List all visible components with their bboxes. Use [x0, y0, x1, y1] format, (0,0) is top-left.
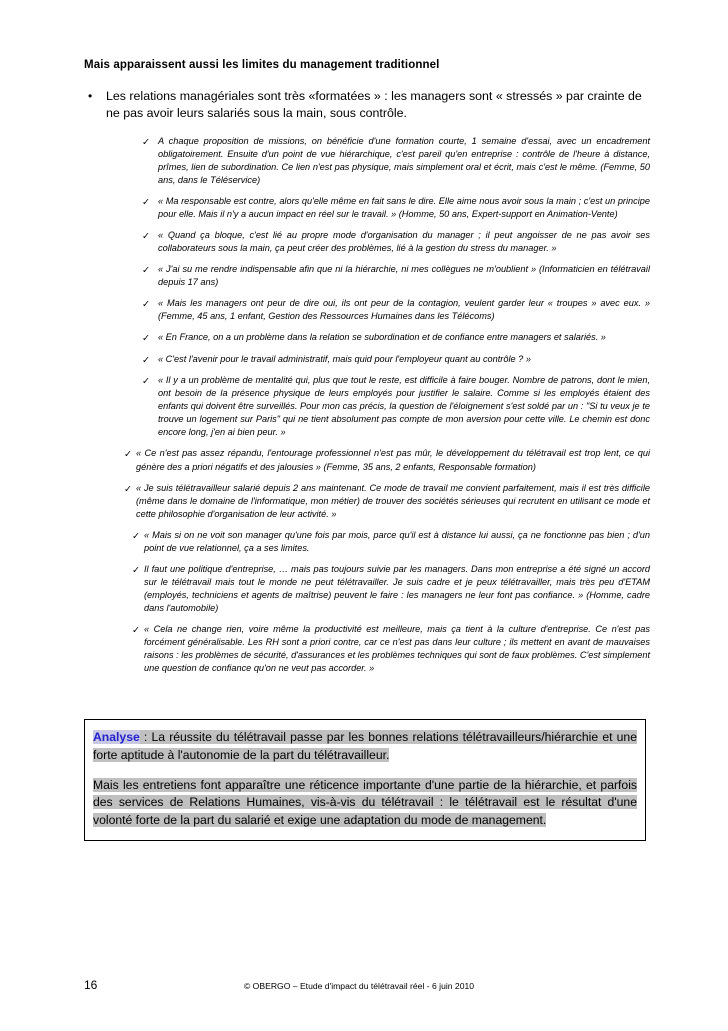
analyse-callout-box — [84, 719, 646, 841]
check-icon: ✓ — [124, 448, 132, 460]
page-content — [84, 58, 650, 683]
quote-text: « Cela ne change rien, voire même la productivité est meilleure, mais ça tient à la culture d'entreprise. Ce n'est pas forcément généralisable. Les RH sont a priori contre, car ce n'est pas dans leur culture ; ils mettent en avant de mauvaises raisons : les problèmes de sécurité, d'assurances et les problèmes techniques qui sont de faux problèmes. C'est simplement une question de confiance qu'on ne veut pas accorder. » — [144, 624, 651, 674]
list-item — [84, 563, 650, 615]
check-icon: ✓ — [132, 563, 140, 575]
footer-copyright-note: © OBERGO – Etude d'impact du télétravail réel - 6 juin 2010 — [243, 981, 475, 991]
quote-text: « Mais si on ne voit son manager qu'une fois par mois, parce qu'il est à distance lui aussi, ça ne fonctionne pas bien ; d'un point de vue relationnel, ça a ses limites. — [144, 529, 650, 553]
page-number: 16 — [84, 978, 98, 992]
quote-text: « C'est l'avenir pour le travail administratif, mais quid pour l'employeur quant au contrôle ? » — [158, 353, 531, 364]
check-icon: ✓ — [142, 332, 150, 344]
quote-text: « Je suis télétravailleur salarié depuis 2 ans maintenant. Ce mode de travail me convient parfaitement, mais il est très difficile (même dans le domaine de l'informatique, mon métier) de trouver des sociétés sérieuses qui recrutent en utilisant ce mode et cette philosophie d'organisation de leur activité. » — [136, 482, 650, 519]
list-item — [84, 529, 650, 555]
analyse-paragraph-1-text: : La réussite du télétravail passe par les bonnes relations télétravailleurs/hiérarchie et une forte aptitude à l'autonomie de la part du télétravailleur. — [93, 730, 637, 762]
check-icon: ✓ — [124, 482, 132, 494]
quote-text: « Ce n'est pas assez répandu, l'entourage professionnel n'est pas mûr, le développement du télétravail est trop lent, ce qui génère des a priori négatifs et des jalousies » (Femme, 35 ans, 2 enfants, Responsable formation) — [136, 448, 650, 472]
analyse-label: Analyse — [93, 730, 140, 744]
intro-bullet-text: Les relations managériales sont très «formatées » : les managers sont « stressés » par crainte de ne pas avoir leurs salariés sous la main, sous contrôle. — [106, 88, 642, 121]
list-item — [84, 229, 650, 255]
check-icon: ✓ — [142, 135, 150, 147]
quote-list-primary — [84, 135, 650, 440]
analyse-paragraph-2-text: Mais les entretiens font apparaître une réticence importante d'une partie de la hiérarchie, et parfois des services de Relations Humaines, vis-à-vis du télétravail : le télétravail est le résultat d'une volonté forte de la part du salarié et exige une adaptation du mode de management. — [93, 777, 637, 828]
check-icon: ✓ — [142, 298, 150, 310]
list-item — [84, 447, 650, 473]
quote-text: « Quand ça bloque, c'est lié au propre mode d'organisation du manager ; il peut angoisser de ne pas avoir ses collaborateurs sous la main, ça peut créer des problèmes, lié à la gestion du stress du manager. » — [158, 230, 650, 254]
check-icon: ✓ — [132, 529, 140, 541]
bullet-dot-icon: • — [88, 88, 93, 103]
list-item — [84, 482, 650, 521]
list-item — [84, 331, 650, 344]
quote-list-secondary — [84, 447, 650, 520]
check-icon: ✓ — [142, 353, 150, 365]
list-item — [84, 263, 650, 289]
analyse-paragraph-1 — [93, 729, 637, 765]
quote-text: A chaque proposition de missions, on bénéficie d'une formation courte, 1 semaine d'essai, avec un encadrement obligatoirement. Ensuite d'un point de vue hiérarchique, c'est pareil qu'en entreprise : contrôle de l'heure à distance, prîmes, lien de subordination. Ce lien n'est pas physique, mais simplement oral et écrit, mais c'est le même. (Femme, 50 ans, dans le Téléservice) — [158, 135, 650, 185]
quote-text: « Il y a un problème de mentalité qui, plus que tout le reste, est difficile à faire bouger. Nombre de patrons, dont le mien, ont besoin de la présence physique de leurs employés pour justifier le salaire. Comme si les employés étaient des enfants qui doivent être surveillés. Pour mon cas précis, la question de l'éloignement s'est soldé par un : "Si tu veux je te trouve un logement sur Paris" qui ne tient absolument pas compte de mon aversion pour cette ville. Le chemin est donc encore long, j'en ai bien peur. » — [158, 375, 650, 438]
check-icon: ✓ — [142, 195, 150, 207]
analyse-paragraph-2 — [93, 777, 637, 830]
quote-text: « En France, on a un problème dans la relation se subordination et de confiance entre managers et salariés. » — [158, 332, 606, 343]
intro-bullet-item — [84, 88, 650, 123]
list-item — [84, 195, 650, 221]
list-item — [84, 297, 650, 323]
check-icon: ✓ — [132, 624, 140, 636]
list-item — [84, 353, 650, 366]
list-item — [84, 374, 650, 439]
check-icon: ✓ — [142, 230, 150, 242]
quote-text: « Ma responsable est contre, alors qu'elle même en fait sans le dire. Elle aime nous avoir sous la main ; c'est un principe pour elle. Mais il n'y a aucun impact en réel sur le travail. » (Homme, 50 ans, Expert-support en Animation-Vente) — [158, 195, 650, 220]
page-title: Mais apparaissent aussi les limites du management traditionnel — [84, 59, 440, 71]
list-item — [84, 135, 650, 187]
check-icon: ✓ — [142, 375, 150, 387]
check-icon: ✓ — [142, 264, 150, 276]
quote-list-tertiary — [84, 529, 650, 676]
page-footer — [0, 978, 728, 1002]
list-item — [84, 623, 650, 675]
quote-text: « J'ai su me rendre indispensable afin que ni la hiérarchie, ni mes collègues ne m'oublient » (Informaticien en télétravail depuis 17 ans) — [158, 264, 650, 288]
quote-text: Il faut une politique d'entreprise, … mais pas toujours suivie par les managers. Dans mon entreprise a été signé un accord sur le télétravail mais tout le monde ne peut télétravailler. Je suis cadre et je peux télétravailler, mais très peu d'ETAM (employés, techniciens et agents de maîtrise) peuvent le faire : les managers ne leur font pas confiance. » (Homme, cadre dans l'automobile) — [144, 563, 650, 614]
quote-text: « Mais les managers ont peur de dire oui, ils ont peur de la contagion, veulent garder leur « troupes » avec eux. » (Femme, 45 ans, 1 enfant, Gestion des Ressources Humaines dans les Télécoms) — [158, 298, 650, 322]
